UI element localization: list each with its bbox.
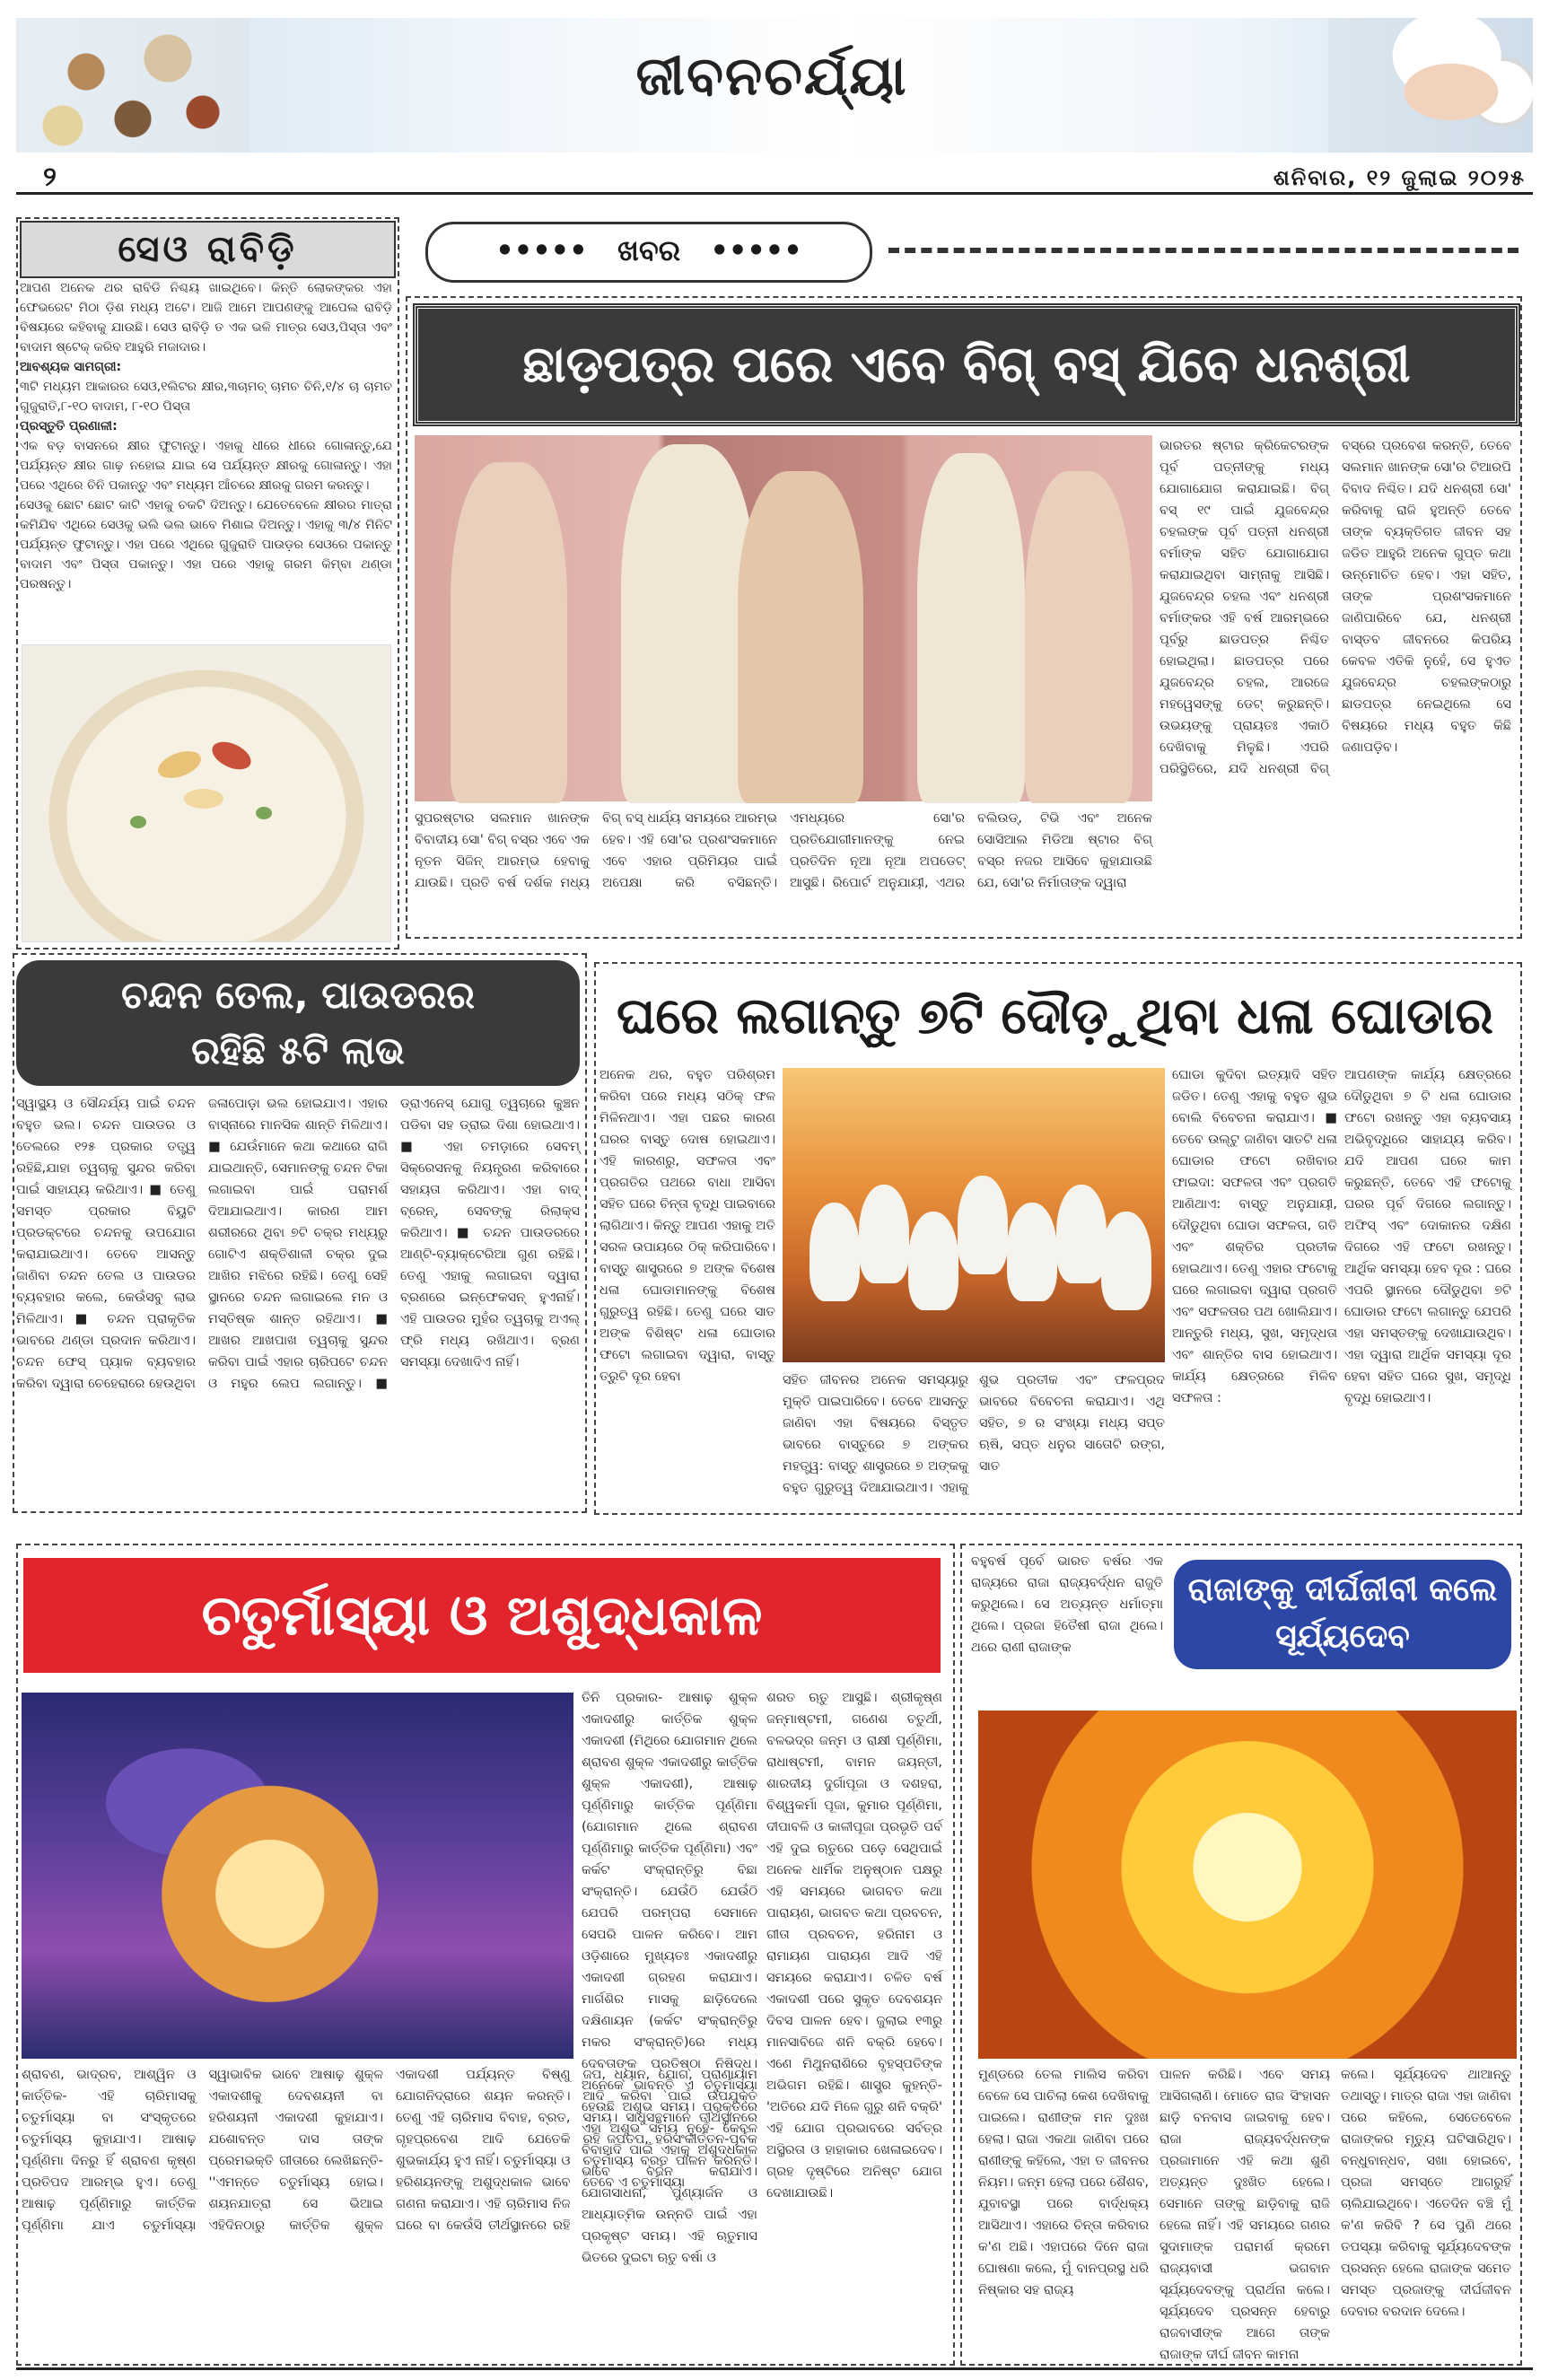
- horse-headline: ଘରେ ଲଗାନ୍ତୁ ୭ଟି ଦୌଡ଼ୁଥିବା ଧଳା ଘୋଡାର: [617, 987, 1493, 1046]
- chaturmasya-headline: ଚତୁର୍ମାସ୍ୟା ଓ ଅଶୁଦ୍ଧକାଳ: [23, 1558, 941, 1673]
- chaturmasya-col-far-right: ଶରତ ଋତୁ ଆସୁଛି। ଶ୍ରୀକୃଷ୍ଣ ଜନ୍ମାଷ୍ଟମୀ, ଗଣେଶ ଚତୁର୍ଥୀ, ବଳଭଦ୍ର ଜନ୍ମ ଓ ରାକ୍ଷୀ ପୂର୍ଣ୍ଣିମା, ରାଧାଷ୍ଟମୀ, ବାମନ ଜୟନ୍ତୀ, ଶାରଦୀୟ ଦୁର୍ଗାପୂଜା ଓ ଦଶହରା, ବିଶ୍ୱକର୍ମା ପୂଜା, କୁମାର ପୂର୍ଣ୍ଣିମା, ଦୀପାବଳି ଓ କାଳୀପୂଜା ପ୍ରଭୃତି ପର୍ବ ଏହି ଦୁଇ ଋତୁରେ ପଡ଼େ ସେଥିପାଇଁ ଅନେକ ଧାର୍ମିକ ଅନୁଷ୍ଠାନ ପକ୍ଷରୁ ଏହି ସମୟରେ ଭାଗବତ କଥା ପାରାୟଣ, ଭାଗବତ କଥା ପ୍ରବଚନ, ଗୀତା ପ୍ରବଚନ, ହରିନାମ ଓ ରାମାୟଣ ପାରାୟଣ ଆଦି ଏହି ସମୟରେ କରାଯାଏ। ଚଳିତ ବର୍ଷ ଏକାଦଶୀ ପରେ ସୁକୃତ ଦେବଶୟନ ଦିବସ ପାଳନ ହେବ। ଜୁଲାଇ ୧୩ରୁ ମାନସାବିଜେ ଶନି ବକ୍ରି ହେବେ। ଏଣେ ମିଥୁନରାଶିରେ ବୃହସ୍ପତିଙ୍କ ଅଭିଗମ ରହିଛି। ଶାସ୍ତ୍ର କୁହନ୍ତି- 'ଅତିରେ ଯଦି ମିଳେ ଗୁରୁ ଶନି ବକ୍ରି' ଏହି ଯୋଗ ପ୍ରଭାବରେ ସର୍ବତ୍ର ଅସ୍ଥିରତା ଓ ହାହାକାର ଖେଳାଇଦେବ। ଗ୍ରହ ଦୃଷ୍ଟିରେ ଅନିଷ୍ଟ ଯୋଗ ଦେଖାଯାଉଛି।: [766, 1691, 942, 2201]
- horse-col-1: ଅନେକ ଥର, ବହୁତ ପରିଶ୍ରମ କରିବା ପରେ ମଧ୍ୟ ସଠିକ୍ ଫଳ ମିଳିନଥାଏ। ଏହା ପଛର କାରଣ ଘରର ବାସ୍ତୁ ଦୋଷ ହୋଇଥାଏ। ଏହି କାରଣରୁ, ସଫଳତା ଏବଂ ପ୍ରଗତିର ପଥରେ ବାଧା ଆସିବା ସହିତ ଘରେ ଚିନ୍ତା ବୃଦ୍ଧି ପାଇବାରେ ଲାଗିଥାଏ। କିନ୍ତୁ ଆପଣ ଏହାକୁ ଅତି ସରଳ ଉପାୟରେ ଠିକ୍ କରିପାରିବେ। ବାସ୍ତୁ ଶାସ୍ତ୍ରରେ ୭ ଅଙ୍କ ବିଶେଷ ଧଳା ଘୋଡାମାନଙ୍କୁ ବିଶେଷ ଗୁରୁତ୍ୱ ରହିଛି। ତେଣୁ ଘରେ ସାତ ଅଙ୍କ ବିଶିଷ୍ଟ ଧଳା ଘୋଡାର ଫଟୋ ଲଗାଇବା ଦ୍ୱାରା, ବାସ୍ତୁ ତ୍ରୁଟି ଦୂର ହେବା: [599, 1068, 775, 1384]
- recipe-ingredients: ୩ଟି ମଧ୍ୟମ ଆକାରର ସେଓ,୧ଲିଟର କ୍ଷୀର,୩ଚାମଚ୍ ଚାମଚ ଚିନି,୧/୪ ଚା ଚାମଚ ଗୁଜୁରାତି,୮-୧୦ ବାଦାମ, ୮-୧୦ ପିସ୍ତା: [20, 380, 392, 414]
- recipe-ingredients-heading: ଆବଶ୍ୟକ ସାମଗ୍ରୀ:: [20, 360, 122, 374]
- surya-col-b3: କଲେ। ସୂର୍ଯ୍ୟଦେବ ଥାଆନ୍ତୁ ତଥାସ୍ତୁ। ମାତ୍ର ରାଜା ଏହା ଜାଣିବା ପରେ କହିଲେ, ସେତେବେଳେ ରାଜାଙ୍କର ମୃତ୍ୟୁ ଘଟିସାରିଥିବ। ବନ୍ଧୁବାନ୍ଧବ, ସଖା ହୋଇବେ, ପ୍ରଜା ସମସ୍ତେ ଆଗରୁହିଁ ଚାଲିଯାଇଥିବେ। ଏତେଦିନ ବଞ୍ଚି ମୁଁ କ'ଣ କରିବି ? ସେ ପୁଣି ଥରେ ତପସ୍ୟା କରିବାକୁ ସୂର୍ଯ୍ୟଦେବଙ୍କ ପ୍ରସନ୍ନ ହେଲେ ରାଜାଙ୍କ ସମେତ ସମସ୍ତ ପ୍ରଜାଙ୍କୁ ଦୀର୍ଘଜୀବନ ଦେବାର ବରଦାନ ଦେଲେ।: [1341, 2068, 1511, 2319]
- horse-col-3: ଘୋଡା କୁଦିବା ଇତ୍ୟାଦି ସହିତ ଜଡିତ। ତେଣୁ ଏହାକୁ ବହୁତ ଶୁଭ ବୋଲି ବିବେଚନା କରାଯାଏ। ■ ତେବେ ଉଲ୍ଟୁ ଜାଣିବା ସାତଟି ଧଳା ଘୋଡାର ଫଟୋ ରଖିବାର ଫାଇଦା: ସଫଳତା ଏବଂ ପ୍ରଗତି ଆଣିଥାଏ: ବାସ୍ତୁ ଅନୁଯାୟୀ, ଦୌଡୁଥିବା ଘୋଡା ସଫଳତା, ଗତି ଏବଂ ଶକ୍ତିର ପ୍ରତୀକ ହୋଇଥାଏ। ତେଣୁ ଏହାର ଫଟୋକୁ ଘରେ ଲଗାଇବା ଦ୍ୱାରା ପ୍ରଗତି ଏବଂ ସଫଳତାର ପଥ ଖୋଲିଯାଏ। ଆନ୍ତୁରି ମଧ୍ୟ, ସୁଖ, ସମୃଦ୍ଧତା ଏବଂ ଶାନ୍ତିର ବାସ ହୋଇଥାଏ। କାର୍ଯ୍ୟ କ୍ଷେତ୍ରରେ ମିଳିବ ସଫଳତା :: [1172, 1068, 1337, 1405]
- khabar-dots-left: •••••: [495, 233, 588, 267]
- surya-col-top: ବହୁବର୍ଷ ପୂର୍ବେ ଭାରତ ବର୍ଷର ଏକ ରାଜ୍ୟରେ ରାଜା ରାଜ୍ୟବର୍ଦ୍ଧନ ରାଜୁତି କରୁଥିଲେ। ସେ ଅତ୍ୟନ୍ତ ଧର୍ମାତ୍ମା ଥିଲେ। ପ୍ରଜା ହିତୈଷୀ ରାଜା ଥିଲେ। ଥରେ ରାଣୀ ରାଜାଙ୍କ: [971, 1554, 1163, 1655]
- issue-date: ଶନିବାର, ୧୨ ଜୁଲାଇ ୨୦୨୫: [1273, 165, 1526, 190]
- horse-col-below-img: ସହିତ ଜୀବନର ଅନେକ ସମସ୍ୟାରୁ ମୁକ୍ତି ପାଇପାରିବେ। ତେବେ ଆସନ୍ତୁ ଜାଣିବା ଏହା ବିଷୟରେ ବିସ୍ତୃତ ଭାବରେ ବାସ୍ତୁରେ ୭ ଅଙ୍କର ମହତ୍ତ୍ୱ: ବାସ୍ତୁ ଶାସ୍ତ୍ରରେ ୭ ଅଙ୍କକୁ ବହୁତ ଗୁରୁତ୍ୱ ଦିଆଯାଇଥାଏ। ଏହାକୁ ଶୁଭ ପ୍ରତୀକ ଏବଂ ଫଳପ୍ରଦ ଭାବରେ ବିବେଚନା କରାଯାଏ। ଏଥି ସହିତ, ୭ ର ସଂଖ୍ୟା ମଧ୍ୟ ସପ୍ତ ଋଷି, ସପ୍ତ ଧନୁର ସାତୋଟି ରଙ୍ଗ, ସାତ: [783, 1373, 1165, 1495]
- seven-white-horses-photo: [783, 1068, 1165, 1362]
- chandan-headline-line2: ରହିଛି ୫ଟି ଲାଭ: [191, 1028, 405, 1072]
- surya-headline-line1: ରାଜାଙ୍କୁ ଦୀର୍ଘଜୀବୀ କଲେ: [1187, 1571, 1498, 1608]
- couple-photo: [415, 435, 1152, 801]
- chaturmasya-col-right: ତିନି ପ୍ରକାର- ଆଷାଢ଼ ଶୁକ୍ଳ ଏକାଦଶୀରୁ କାର୍ତ୍ତିକ ଶୁକ୍ଳ ଏକାଦଶୀ (ମିଥିରେ ଯୋଗମାନ ଥିଲେ ଶ୍ରାବଣ ଶୁକ୍ଳ ଏକାଦଶୀରୁ କାର୍ତ୍ତିକ ଶୁକ୍ଳ ଏକାଦଶୀ), ଆଷାଢ଼ ପୂର୍ଣ୍ଣିମାରୁ କାର୍ତ୍ତିକ ପୂର୍ଣ୍ଣିମା (ଯୋଗମାନ ଥିଲେ ଶ୍ରାବଣ ପୂର୍ଣ୍ଣିମାରୁ କାର୍ତ୍ତିକ ପୂର୍ଣ୍ଣିମା) ଏବଂ କର୍କଟ ସଂକ୍ରାନ୍ତିରୁ ବିଛା ସଂକ୍ରାନ୍ତି। ଯେଉଁଠି ଯେଉଁଠି ଯେପରି ପରମ୍ପରା ସେମାନେ ସେପରି ପାଳନ କରିବେ। ଆମ ଓଡ଼ିଶାରେ ମୁଖ୍ୟତଃ ଏକାଦଶୀରୁ ଏକାଦଶୀ ଗ୍ରହଣ କରାଯାଏ। ମାର୍ଗଶିର ମାସକୁ ଛାଡ଼ିଦେଲେ ଦକ୍ଷିଣାୟନ (କର୍କଟ ସଂକ୍ରାନ୍ତିରୁ ମକର ସଂକ୍ରାନ୍ତି)ରେ ମଧ୍ୟ ଦେବତାଙ୍କ ପ୍ରତିଷ୍ଠା ନିଷିଦ୍ଧ। ଅନେକେ ଭାବନ୍ତି ଏ ଚତୁର୍ମାସ୍ୟା ହେଉଛି ଅଶୁଭ ସମୟ। ପ୍ରକୃତରେ ଏହା ଅଶୁଭ ସମୟ ନୁହେଁ- କେବଳ ବିବାହାଦି ପାଇଁ ଏହାକୁ ଅଶୁଦ୍ଧକାଳ ଭାବେ ବର୍ଜନ କରାଯାଏ। ଯୋଗସାଧନା, ପୁଣ୍ୟାର୍ଜନ ଓ ଆଧ୍ୟାତ୍ମିକ ଉନ୍ନତି ପାଇଁ ଏହା ପ୍ରକୃଷ୍ଟ ସମୟ। ଏହି ଋତୁମାସ ଭିତରେ ଦୁଇଟା ଋତୁ ବର୍ଷା ଓ: [582, 1691, 757, 2265]
- spices-photo: [16, 18, 249, 153]
- surya-headline-line2: ସୂର୍ଯ୍ୟଦେବ: [1275, 1618, 1410, 1655]
- chaturmasya-col-bottom: ଶ୍ରାବଣ, ଭାଦ୍ରବ, ଆଶ୍ୱିନ ଓ କାର୍ତ୍ତିକ- ଏହି ଚାରିମାସକୁ ଚତୁର୍ମାସ୍ୟା ବା ସଂସ୍କୃତରେ ଚତୁର୍ମାସ୍ୟ କୁହାଯାଏ। ଆଷାଢ଼ ପୂର୍ଣ୍ଣିମା ଦିନରୁ ହିଁ ଶ୍ରାବଣ କୃଷ୍ଣ ପ୍ରତିପଦ ଆରମ୍ଭ ହୁଏ। ତେଣୁ ଆଷାଢ଼ ପୂର୍ଣ୍ଣିମାରୁ କାର୍ତ୍ତିକ ପୂର୍ଣ୍ଣିମା ଯାଏ ଚତୁର୍ମାସ୍ୟା ସ୍ୱାଭାବିକ ଭାବେ ଆଷାଢ଼ ଶୁକ୍ଳ ଏକାଦଶୀକୁ ଦେବଶୟନୀ ବା ହରିଶୟନୀ ଏକାଦଶୀ କୁହାଯାଏ। ଯଶୋବନ୍ତ ଦାସ ତାଙ୍କ ପ୍ରେମଭକ୍ତି ଗୀତାରେ ଲେଖିଛନ୍ତି- ''ଏମନ୍ତେ ଚତୁର୍ମାସ୍ୟ ହୋଇ। ଶୟନଯାତ୍ରା ସେ ଭିଆଇ ଏହିଦିନଠାରୁ କାର୍ତ୍ତିକ ଶୁକ୍ଳ ଏକାଦଶୀ ପର୍ଯ୍ୟନ୍ତ ବିଷ୍ଣୁ ଯୋଗନିଦ୍ରାରେ ଶୟନ କରନ୍ତି। ତେଣୁ ଏହି ଚାରିମାସ ବିବାହ, ବ୍ରତ, ଗୃହପ୍ରବେଶ ଆଦି ଯେତେକି ଶୁଭକାର୍ଯ୍ୟ ହୁଏ ନାହିଁ। ଚତୁର୍ମାସ୍ୟା ଓ ହରିଶୟନଙ୍କୁ ଅଶୁଦ୍ଧକାଳ ଭାବେ ଗଣନା କରାଯାଏ। ଏହି ଚାରିମାସ ନିଜ ଘରେ ବା କେଉଁସି ତୀର୍ଥସ୍ଥାନରେ ରହି ଜପ, ଧ୍ୟାନ, ଯୋଗ, ପ୍ରାଣାୟାମ ଆଦି କରିବା ପାଇଁ ଉପଯୁକ୍ତ ସମୟ। ସାଧୁସନ୍ଥମାନେ ତୀର୍ଥସ୍ଥାନରେ ରହି ଜପତପ, ହରିସଂକୀର୍ତ୍ତନ-ପୂର୍ବକ ଚତୁର୍ମାସ୍ୟ ବ୍ରତ ପାଳନ କରନ୍ତି। ତେବେ ଏ ଚତୁର୍ମାସ୍ୟା: [22, 2068, 757, 2233]
- vishnu-anantasayana-photo: [22, 1693, 573, 2059]
- recipe-body: [20, 278, 392, 637]
- chandan-headline: [16, 960, 580, 1086]
- surya-dev-photo: [978, 1711, 1517, 2059]
- news-body-right: ଭାରତର ଷ୍ଟାର କ୍ରିକେଟରଙ୍କ ପୂର୍ବ ପତ୍ନୀଙ୍କୁ ମଧ୍ୟ ଯୋଗାଯୋଗ କରାଯାଇଛି। ବିଗ୍ ବସ୍ ୧୯ ପାଇଁ ଯୁଜବେନ୍ଦ୍ର ଚହଲଙ୍କ ପୂର୍ବ ପତ୍ନୀ ଧନଶ୍ରୀ ବର୍ମାଙ୍କ ସହିତ ଯୋଗାଯୋଗ କରାଯାଇଥିବା ସାମ୍ନାକୁ ଆସିଛି। ଯୁଜବେନ୍ଦ୍ର ଚହଲ ଏବଂ ଧନଶ୍ରୀ ବର୍ମାଙ୍କର ଏହି ବର୍ଷ ଆରମ୍ଭରେ ପୂର୍ବରୁ ଛାଡପତ୍ର ନିଶ୍ଚିତ ହୋଇଥିଲା। ଛାଡପତ୍ର ପରେ ଯୁଜବେନ୍ଦ୍ର ଚହଲ, ଆରଜେ ମହୱେସଙ୍କୁ ଡେଟ୍ କରୁଛନ୍ତି। ଉଭୟଙ୍କୁ ପ୍ରାୟତଃ ଏକାଠି ଦେଖିବାକୁ ମିଳୁଛି। ଏପରି ପରିସ୍ଥିତିରେ, ଯଦି ଧନଶ୍ରୀ ବିଗ୍ ବସ୍‌ରେ ପ୍ରବେଶ କରନ୍ତି, ତେବେ ସଲମାନ ଖାନଙ୍କ ସୋ'ର ଟିଆରପି ବିବାଦ ନିଶ୍ଚିତ। ଯଦି ଧନଶ୍ରୀ ସୋ' କରିବାକୁ ରାଜି ହୁଅନ୍ତି ତେବେ ତାଙ୍କ ବ୍ୟକ୍ତିଗତ ଜୀବନ ସହ ଜଡିତ ଆହୁରି ଅନେକ ଗୁପ୍ତ କଥା ଉନ୍ମୋଚିତ ହେବ। ଏହା ସହିତ, ତାଙ୍କ ପ୍ରଶଂସକମାନେ ଜାଣିପାରିବେ ଯେ, ଧନଶ୍ରୀ ବାସ୍ତବ ଜୀବନରେ କିପରିୟ କେବଳ ଏତିକି ନୁହେଁ, ସେ ହୁଏତ ଯୁଜବେନ୍ଦ୍ର ଚହଲଙ୍କଠାରୁ ଛାଡପତ୍ର ନେଇଥିଲେ ସେ ବିଷୟରେ ମଧ୍ୟ ବହୁତ କିଛି ଜଣାପଡ଼ିବ।: [1160, 439, 1511, 776]
- apple-rabri-photo: [22, 644, 391, 942]
- khabar-dashed-rule: [888, 248, 1518, 253]
- recipe-method-1: ଏକ ବଡ଼ ବାସନରେ କ୍ଷୀର ଫୁଟାନ୍ତୁ। ଏହାକୁ ଧୀରେ ଧୀରେ ଗୋଳାନ୍ତୁ,ଯେ ପର୍ଯ୍ୟନ୍ତ କ୍ଷୀର ଗାଢ଼ ନହୋଇ ଯାଇ ସେ ପର୍ଯ୍ୟନ୍ତ କ୍ଷୀରକୁ ଗୋଳାନ୍ତୁ। ଏହା ପରେ ଏଥିରେ ଚିନି ପକାନ୍ତୁ ଏବଂ ମଧ୍ୟମ ଆଁଚରେ କ୍ଷୀରକୁ ଗରମ କରନ୍ତୁ।: [20, 439, 392, 493]
- section-label-khabar: [425, 222, 872, 283]
- recipe-intro: ଆପଣ ଅନେକ ଥର ରାବିଡି ନିଶ୍ଚୟ ଖାଇଥିବେ। କିନ୍ତି ଲୋକଙ୍କର ଏହା ଫେଭରେଟ ମିଠା ଡ଼ିଶ ମଧ୍ୟ ଅଟେ। ଆଜି ଆମେ ଆପଣଙ୍କୁ ଆପେଲ ରାବିଡ଼ି ବିଷୟରେ କହିବାକୁ ଯାଉଛି। ସେଓ ରାବିଡ଼ି ତ ଏକ ଭଳି ମାତ୍ର ସେଓ,ପିସ୍ତା ଏବଂ ବାଦାମ ଷ୍ଟେକ୍ କରିବ ଆହୁରି ମଜାଦାର।: [20, 281, 392, 354]
- woman-skincare-photo: [1328, 18, 1533, 153]
- khabar-dots-right: •••••: [710, 233, 802, 267]
- recipe-method-heading: ପ୍ରସ୍ତୁତି ପ୍ରଣାଳୀ:: [20, 419, 118, 433]
- chandan-body: ସ୍ୱାସ୍ଥ୍ୟ ଓ ସୌନ୍ଦର୍ଯ୍ୟ ପାଇଁ ଚନ୍ଦନ ବହୁତ ଭଲ। ଚନ୍ଦନ ପାଉଡର ଓ ତେଲରେ ୧୨୫ ପ୍ରକାର ତତ୍ତ୍ୱ ରହିଛି,ଯାହା ତ୍ୱଚାକୁ ସୁନ୍ଦର କରିବା ପାଇଁ ସାହାଯ୍ୟ କରିଥାଏ। ■ ତେଣୁ ସମସ୍ତ ପ୍ରକାର ବିୟୁଟି ପ୍ରଡକ୍ଟରେ ଚନ୍ଦନକୁ ଉପଯୋଗ କରାଯାଇଥାଏ। ତେବେ ଆସନ୍ତୁ ଜାଣିବା ଚନ୍ଦନ ତେଲ ଓ ପାଉଡର ବ୍ୟବହାର କଲେ, କେଉଁସବୁ ଲାଭ ମିଳିଥାଏ। ■ ଚନ୍ଦନ ପ୍ରାକୃତିକ ଭାବରେ ଥଣ୍ଡା ପ୍ରଦାନ କରିଥାଏ। ଚନ୍ଦନ ଫେସ୍ ପ୍ୟାକ ବ୍ୟବହାର କରିବା ଦ୍ୱାରା ଚେହେରାରେ ହେଉଥିବା ଜଳାପୋଡ଼ା ଭଲ ହୋଇଯାଏ। ଏହାର ବାସ୍ନାରେ ମାନସିକ ଶାନ୍ତି ମିଳିଥାଏ। ■ ଯେଉଁମାନେ କଥା କଥାରେ ରାଗି ଯାଇଥାନ୍ତି, ସେମାନଙ୍କୁ ଚନ୍ଦନ ଟିକା ଲଗାଇବା ପାଇଁ ପରାମର୍ଶ ଦିଆଯାଇଥାଏ। କାରଣ ଆମ ଶରୀରରେ ଥିବା ୭ଟି ଚକ୍ର ମଧ୍ୟରୁ ଗୋଟିଏ ଶକ୍ତିଶାଳୀ ଚକ୍ର ଦୁଇ ଆଖିର ମଝିରେ ରହିଛି। ତେଣୁ ସେହି ସ୍ଥାନରେ ଚନ୍ଦନ ଲଗାଇଲେ ମନ ଓ ମସ୍ତିଷ୍କ ଶାନ୍ତ ରହିଥାଏ। ■ ଆଖର ଆଖପାଖ ତ୍ୱଚାକୁ ସୁନ୍ଦର କରିବା ପାଇଁ ଏହାର ଚାରିପଟେ ଚନ୍ଦନ ଓ ମହୁର ଲେପ ଲଗାନ୍ତୁ। ■ ଡ୍ରାଏନେସ୍ ଯୋଗୁ ତ୍ୱଚାରେ କୁଞ୍ଚନ ପଡିବା ସହ ଡ୍ରାଇ ଦିଶା ହୋଇଥାଏ। ■ ଏହା ଚମଡ଼ାରେ ସେବମ୍ ସିକ୍ରେସନକୁ ନିୟନ୍ତ୍ରଣ କରିବାରେ ସହାୟତା କରିଥାଏ। ଏହା ବାଦ୍ ବ୍ରେନ୍, ସେବଙ୍କୁ ରିଲାକ୍ସ କରିଥାଏ। ■ ଚନ୍ଦନ ପାଉଡରରେ ଆଣ୍ଟି-ବ୍ୟାକ୍ଟେରିଆ ଗୁଣ ରହିଛି। ତେଣୁ ଏହାକୁ ଲଗାଇବା ଦ୍ୱାରା ବ୍ରଣରେ ଇନ୍ଫେକସନ୍ ହୁଏନାହିଁ। ଏହି ପାଉଡର ମୁହଁର ତ୍ୱଚାକୁ ଅଏଲ୍ ଫ୍ରି ମଧ୍ୟ ରଖିଥାଏ। ବ୍ରଣ ସମସ୍ୟା ଦେଖାଦିଏ ନାହିଁ।: [16, 1097, 580, 1391]
- section-title: ଜୀବନଚର୍ଯ୍ୟା: [635, 45, 908, 108]
- surya-col-b1: ମୁଣ୍ଡରେ ତେଲ ମାଲିସ କରିବା ବେଳେ ସେ ପାଚିଲା କେଶ ଦେଖିବାକୁ ପାଇଲେ। ରାଣୀଙ୍କ ମନ ଦୁଃଖ ହେଲା। ରାଜା ଏକଥା ଜାଣିବା ପରେ ରାଣୀଙ୍କୁ କହିଲେ, ଏହା ତ ଜୀବନର ନିୟମ। ଜନ୍ମ ହେଲା ପରେ ଶୈଶବ, ଯୁବାବସ୍ଥା ପରେ ବାର୍ଦ୍ଧକ୍ୟ ଆସିଥାଏ। ଏହାରେ ଚିନ୍ତା କରିବାର କ'ଣ ଅଛି। ଏହାପରେ ଦିନେ ରାଜା ଘୋଷଣା କଲେ, ମୁଁ ବାନପ୍ରସ୍ଥ ଧରି ନିଷ୍କାର ସହ ରାଜ୍ୟ: [978, 2068, 1149, 2297]
- chandan-headline-line1: ଚନ୍ଦନ ତେଲ, ପାଉଡରର: [121, 973, 475, 1017]
- khabar-label: ଖବର: [617, 233, 681, 267]
- surya-headline: [1174, 1560, 1511, 1669]
- horse-col-4: ଆପଣଙ୍କ କାର୍ଯ୍ୟ କ୍ଷେତ୍ରରେ ଦୌଡୁଥିବା ୭ ଟି ଧଳା ଘୋଡାର ଫଟୋ ରଖନ୍ତୁ ଏହା ବ୍ୟବସାୟ ଅଭିବୃଦ୍ଧିରେ ସାହାଯ୍ୟ କରିବ। ଯଦି ଆପଣ ଘରେ କାମ କରୁଛନ୍ତି, ତେବେ ଏହି ଫଟୋକୁ ଘରର ପୂର୍ବ ଦିଗରେ ଲଗାନ୍ତୁ। ଅଫିସ୍ ଏବଂ ଦୋକାନର ଦକ୍ଷିଣ ଦିଗରେ ଏହି ଫଟୋ ରଖନ୍ତୁ। ଆର୍ଥିକ ସମସ୍ୟା ହେବ ଦୂର : ଘରେ ଏପରି ସ୍ଥାନରେ ଦୌଡୁଥିବା ୭ଟି ଘୋଡାର ଫଟୋ ଲଗାନ୍ତୁ ଯେପରି ଏହା ସମସ୍ତଙ୍କୁ ଦେଖାଯାଉଥିବ। ଏହା ଦ୍ୱାରା ଆର୍ଥିକ ସମସ୍ୟା ଦୂର ହେବା ସହିତ ଘରେ ସୁଖ, ସମୃଦ୍ଧି ବୃଦ୍ଧି ହୋଇଥାଏ।: [1344, 1068, 1511, 1405]
- surya-col-b2: ପାଳନ କରିଛି। ଏବେ ସମୟ ଆସିଗଲାଣି। ମୋତେ ରାଜ ସିଂହାସନ ଛାଡ଼ି ବନବାସ ଜାଇବାକୁ ହେବ। ରାଜା ରାଜ୍ୟବର୍ଦ୍ଧନଙ୍କ ପ୍ରଜାମାନେ ଏହି କଥା ଶୁଣି ଅତ୍ୟନ୍ତ ଦୁଃଖିତ ହେଲେ। ସେମାନେ ତାଙ୍କୁ ଛାଡ଼ିବାକୁ ରାଜି ହେଲେ ନାହିଁ। ଏହି ସମୟରେ ଗଣର ସୁଦାମାଙ୍କ ପରାମର୍ଶ କ୍ରମେ ରାଜ୍ୟବାସୀ ଭଗବାନ ସୂର୍ଯ୍ୟଦେବଙ୍କୁ ପ୍ରାର୍ଥନା କଲେ। ସୂର୍ଯ୍ୟଦେବ ପ୍ରସନ୍ନ ହେବାରୁ ରାଜବାସୀଙ୍କ ଆଗେ ତାଙ୍କ ରାଜାଙ୍କ ଦୀର୍ଘ ଜୀବନ କାମନା: [1160, 2068, 1330, 2362]
- news-headline: ଛାଡ଼ପତ୍ର ପରେ ଏବେ ବିଗ୍ ବସ୍ ଯିବେ ଧନଶ୍ରୀ: [415, 305, 1518, 424]
- recipe-title: ସେଓ ରାବିଡ଼ି: [20, 221, 396, 278]
- bottom-rule: [16, 2367, 1533, 2370]
- news-body-below: ସୁପରଷ୍ଟାର ସଲମାନ ଖାନଙ୍କ ବିବାଦୀୟ ସୋ' ବିଗ୍ ବସ୍‌ର ଏବେ ଏକ ନୂତନ ସିଜିନ୍ ଆରମ୍ଭ ହେବାକୁ ଯାଉଛି। ପ୍ରତି ବର୍ଷ ଦର୍ଶକ ମଧ୍ୟ ବିଗ୍ ବସ୍ ଧାର୍ଯ୍ୟ ସମୟରେ ଆରମ୍ଭ ହେବ। ଏହି ସୋ'ର ପ୍ରଶଂସକମାନେ ଏବେ ଏହାର ପ୍ରିମିୟର ପାଇଁ ଅପେକ୍ଷା କରି ବସିଛନ୍ତି। ଏମଧ୍ୟରେ ସୋ'ର ପ୍ରତିଯୋଗୀମାନଙ୍କୁ ନେଇ ପ୍ରତିଦିନ ନୂଆ ନୂଆ ଅପଡେଟ୍ ଆସୁଛି। ରିପୋର୍ଟ ଅନୁଯାୟୀ, ଏଥର ବଲିଉଡ୍, ଟିଭି ଏବଂ ଅନେକ ସୋସିଆଲ ମିଡିଆ ଷ୍ଟାର ବିଗ୍ ବସ୍‌ର ନଜର ଆସିବେ କୁହାଯାଉଛି ଯେ, ସୋ'ର ନିର୍ମାତାଙ୍କ ଦ୍ୱାରା: [415, 811, 1152, 890]
- recipe-method-2: ସେଓକୁ ଛୋଟ ଛୋଟ କାଟି ଏହାକୁ ଚକଟି ଦିଅନ୍ତୁ। ଯେତେବେଳେ କ୍ଷୀରର ମାତ୍ରା କମିଯିବ ଏଥିରେ ସେଓକୁ ଭଲି ଭଲ ଭାବେ ମିଶାଇ ଦିଅନ୍ତୁ। ଏହାକୁ ୩/୪ ମିନିଟ ପର୍ଯ୍ୟନ୍ତ ଫୁଟାନ୍ତୁ। ଏହା ପରେ ଏଥିରେ ଗୁଜୁରାତି ପାଉଡ଼ର ସେଓରେ ପକାନ୍ତୁ ବାଦାମ ଏବଂ ପିସ୍ତା ପକାନ୍ତୁ। ଏହା ପରେ ଏହାକୁ ଗରମ କିମ୍ବା ଥଣ୍ଡା ପରଷନ୍ତୁ।: [20, 498, 392, 591]
- page-number: ୨: [43, 162, 57, 193]
